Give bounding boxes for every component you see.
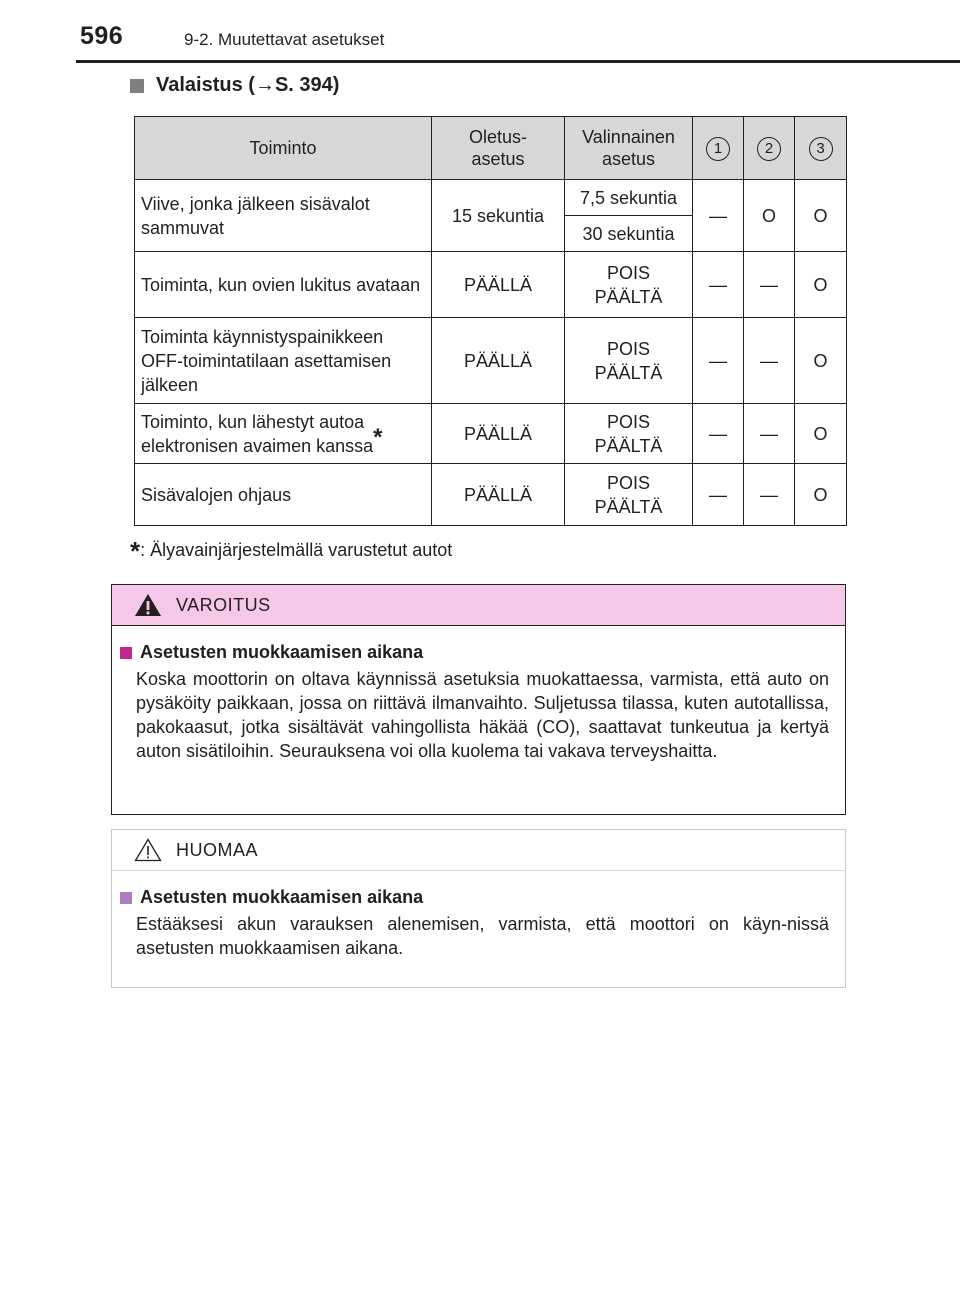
cell-c1: — (693, 464, 744, 526)
header-function: Toiminto (135, 117, 432, 180)
cell-default: PÄÄLLÄ (432, 464, 565, 526)
warning-box (111, 584, 846, 815)
section-page-reference[interactable]: S. 394) (274, 74, 340, 96)
notice-label: HUOMAA (176, 839, 259, 860)
footnote-star: * (130, 536, 141, 566)
table-row (135, 180, 847, 216)
header-rule (76, 60, 960, 63)
cell-c3: O (795, 180, 847, 252)
cell-c1: — (693, 318, 744, 404)
warning-body: Koska moottorin on oltava käynnissä asetuksia muokattaessa, varmista, että auto on pysäköity paikkaan, jossa on riittävä ilmanvaihto. Suljetussa tilassa, kuten autotallissa, pakokaasut, jotka sisältävät vahingollista häkää (CO), saattavat tunkeutua ja kertyä auton sisätiloihin. Seurauksena voi olla kuolema tai vakava terveyshaitta. (136, 669, 829, 761)
table-header-row (135, 117, 847, 180)
cell-function: Sisävalojen ohjaus (135, 464, 432, 526)
cell-c2: — (744, 404, 795, 464)
cell-optional: POIS PÄÄLTÄ (565, 318, 693, 404)
cell-default: 15 sekuntia (432, 180, 565, 252)
cell-optional: 30 sekuntia (565, 216, 693, 252)
notice-body: Estääksesi akun varauksen alenemisen, varmista, että moottori on käyn-nissä asetusten muokkaamisen aikana. (136, 914, 829, 958)
cell-c3: O (795, 318, 847, 404)
table-row (135, 252, 847, 318)
page-number: 596 (80, 22, 124, 50)
header-default: Oletus- asetus (432, 117, 565, 180)
cell-c3: O (795, 252, 847, 318)
arrow-icon: → (254, 74, 275, 96)
cell-optional: POIS PÄÄLTÄ (565, 404, 693, 464)
section-title: Valaistus ( (156, 74, 255, 96)
square-bullet-icon (120, 647, 132, 659)
cell-default: PÄÄLLÄ (432, 318, 565, 404)
cell-c1: — (693, 252, 744, 318)
cell-c2: — (744, 464, 795, 526)
warning-header (112, 585, 845, 626)
table-row (135, 404, 847, 464)
cell-optional: 7,5 sekuntia (565, 180, 693, 216)
header-optional: Valinnainen asetus (565, 117, 693, 180)
cell-c1: — (693, 180, 744, 252)
chapter-title: 9-2. Muutettavat asetukset (184, 30, 385, 49)
warning-subheading-text: Asetusten muokkaamisen aikana (140, 642, 424, 662)
cell-default: PÄÄLLÄ (432, 404, 565, 464)
footnote-marker: * (373, 423, 383, 451)
circled-number-2: 2 (757, 137, 781, 161)
cell-function: Toiminta, kun ovien lukitus avataan (135, 252, 432, 318)
header-col3 (795, 117, 847, 180)
notice-subheading (120, 887, 845, 908)
square-bullet-icon (120, 892, 132, 904)
cell-function-text: Toiminto, kun lähestyt autoa elektronisen avaimen kanssa (141, 411, 374, 456)
cell-default: PÄÄLLÄ (432, 252, 565, 318)
cell-function (135, 404, 432, 464)
warning-label: VAROITUS (176, 594, 271, 615)
cell-c1: — (693, 404, 744, 464)
square-bullet-icon (130, 79, 144, 93)
header-col1 (693, 117, 744, 180)
notice-box (111, 829, 846, 988)
cell-function: Toiminta käynnistyspainikkeen OFF-toimintatilaan asettamisen jälkeen (135, 318, 432, 404)
caution-outline-triangle-icon (134, 838, 162, 862)
warning-triangle-icon (134, 593, 162, 617)
notice-subheading-text: Asetusten muokkaamisen aikana (140, 887, 424, 907)
settings-table (134, 116, 847, 526)
footnote (130, 536, 452, 567)
cell-function: Viive, jonka jälkeen sisävalot sammuvat (135, 180, 432, 252)
cell-c2: O (744, 180, 795, 252)
cell-c3: O (795, 464, 847, 526)
table-row (135, 318, 847, 404)
warning-subheading (120, 642, 845, 663)
cell-optional: POIS PÄÄLTÄ (565, 252, 693, 318)
cell-c2: — (744, 318, 795, 404)
footnote-text: : Älyavainjärjestelmällä varustetut autot (140, 540, 453, 560)
header-col2 (744, 117, 795, 180)
cell-optional: POIS PÄÄLTÄ (565, 464, 693, 526)
circled-number-3: 3 (809, 137, 833, 161)
cell-c2: — (744, 252, 795, 318)
notice-header (112, 830, 845, 871)
cell-c3: O (795, 404, 847, 464)
circled-number-1: 1 (706, 137, 730, 161)
section-heading (130, 74, 339, 97)
table-row (135, 464, 847, 526)
